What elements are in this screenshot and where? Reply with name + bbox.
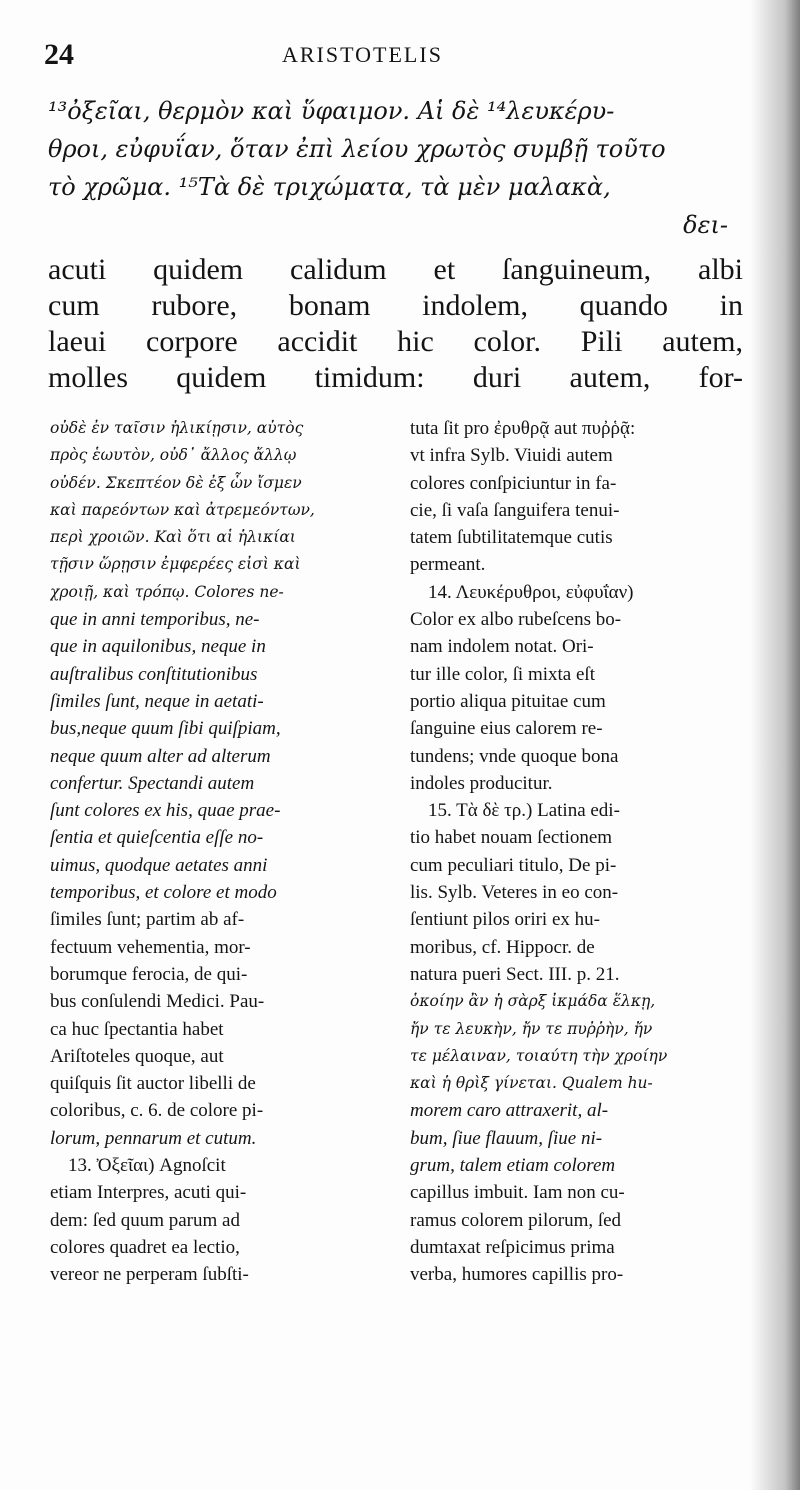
commentary-line: οὐδὲ ἐν ταῖσιν ἡλικίῃσιν, αὐτὸς <box>50 419 304 437</box>
commentary-right-column <box>410 415 740 1289</box>
page-edge-shadow <box>750 0 800 1490</box>
commentary-line: dumtaxat reſpicimus prima <box>410 1236 615 1258</box>
commentary-line: bus,neque quum ſibi quiſpiam, <box>50 718 281 740</box>
commentary-line: καὶ παρεόντων καὶ ἀτρεμεόντων, <box>50 500 315 519</box>
commentary-line: natura pueri Sect. III. p. 21. <box>410 963 620 985</box>
commentary-line: bum, ſiue flauum, ſiue ni- <box>410 1127 603 1149</box>
greek-main-line: θροι, εὐφυΐαν, ὅταν ἐπὶ λείου χρωτὸς συμβῇ τοῦτο <box>48 135 666 163</box>
commentary-line: 15. Τὰ δὲ τρ.) Latina edi- <box>428 800 620 822</box>
page-header <box>44 38 744 78</box>
latin-line: cum rubore, bonam indolem, quando in <box>48 289 743 322</box>
commentary-line: temporibus, et colore et modo <box>50 882 277 904</box>
commentary-line: ἤν τε λευκὴν, ἤν τε πυῤῥὴν, ἤν <box>410 1019 653 1038</box>
commentary-line: ſimiles ſunt; partim ab af- <box>50 909 245 931</box>
commentary-line: cie, ſi vaſa ſanguifera tenui- <box>410 499 620 521</box>
commentary-left-column <box>50 415 390 1289</box>
commentary-line: moribus, cf. Hippocr. de <box>410 936 595 958</box>
commentary-line: tundens; vnde quoque bona <box>410 745 619 767</box>
commentary-line: cum peculiari titulo, De pi- <box>410 854 617 876</box>
commentary-line: borumque ferocia, de qui- <box>50 963 248 985</box>
commentary-line: portio aliqua pituitae cum <box>410 690 606 712</box>
commentary-line: ſanguine eius calorem re- <box>410 718 603 740</box>
commentary-line: ſunt colores ex his, quae prae- <box>50 800 281 822</box>
running-title: ARISTOTELIS <box>282 42 443 67</box>
commentary-line: lis. Sylb. Veteres in eo con- <box>410 882 619 904</box>
greek-main-text <box>48 92 748 244</box>
latin-line: laeui corpore accidit hic color. Pili autem, <box>48 325 743 358</box>
latin-translation <box>48 252 743 396</box>
greek-main-line: τὸ χρῶμα. ¹⁵Τὰ δὲ τριχώματα, τὰ μὲν μαλακὰ, <box>48 173 611 201</box>
latin-line: acuti quidem calidum et ſanguineum, albi <box>48 253 743 286</box>
commentary-line: que in anni temporibus, ne- <box>50 609 260 631</box>
commentary-line: auſtralibus conſtitutionibus <box>50 663 258 685</box>
commentary-line: τῇσιν ὥρῃσιν ἐμφερέες εἰσὶ καὶ <box>50 555 301 574</box>
latin-line: molles quidem timidum: duri autem, for- <box>48 361 743 394</box>
commentary-line: uimus, quodque aetates anni <box>50 854 268 876</box>
commentary-line: tatem ſubtilitatemque cutis <box>410 527 613 549</box>
commentary-line: ſimiles ſunt, neque in aetati- <box>50 690 264 712</box>
commentary-line: tio habet nouam ſectionem <box>410 827 613 849</box>
commentary-line: ca huc ſpectantia habet <box>50 1018 224 1040</box>
commentary-line: tur ille color, ſi mixta eſt <box>410 663 595 685</box>
commentary-line: Ariſtoteles quoque, aut <box>50 1045 224 1067</box>
commentary-line: περὶ χροιῶν. Καὶ ὅτι αἱ ἡλικίαι <box>50 528 296 547</box>
commentary-line: bus conſulendi Medici. Pau- <box>50 991 265 1013</box>
commentary-line: τε μέλαιναν, τοιαύτη τὴν χροίην <box>410 1046 668 1065</box>
commentary-line: morem caro attraxerit, al- <box>410 1100 609 1122</box>
commentary-line: dem: ſed quum parum ad <box>50 1209 240 1231</box>
commentary-line: fectuum vehementia, mor- <box>50 936 251 958</box>
commentary-line: nam indolem notat. Ori- <box>410 636 594 658</box>
commentary-line: colores quadret ea lectio, <box>50 1236 240 1258</box>
commentary-line: καὶ ἡ θρὶξ γίνεται. Qualem hu- <box>410 1074 653 1093</box>
greek-main-line: ¹³ὀξεῖαι, θερμὸν καὶ ὕφαιμον. Αἱ δὲ ¹⁴λευκέρυ- <box>48 97 615 125</box>
commentary-line: tuta ſit pro ἐρυθρᾷ aut πυῤῥᾷ: <box>410 418 636 439</box>
commentary-line: 14. Λευκέρυθροι, εὐφυΐαν) <box>428 581 634 603</box>
commentary-line: confertur. Spectandi autem <box>50 772 255 794</box>
commentary-line: que in aquilonibus, neque in <box>50 636 266 658</box>
commentary-line: verba, humores capillis pro- <box>410 1264 624 1286</box>
page-number: 24 <box>44 38 74 71</box>
commentary-line: ὁκοίην ἂν ἡ σὰρξ ἰκμάδα ἕλκῃ, <box>410 992 656 1011</box>
commentary-line: ramus colorem pilorum, ſed <box>410 1209 622 1231</box>
commentary-line: etiam Interpres, acuti qui- <box>50 1182 247 1204</box>
greek-main-line: δει- <box>683 211 728 239</box>
commentary-line: 13. Ὀξεῖαι) Agnoſcit <box>68 1155 226 1177</box>
commentary-line: permeant. <box>410 554 486 576</box>
commentary-line: neque quum alter ad alterum <box>50 745 271 767</box>
commentary-line: colores conſpiciuntur in fa- <box>410 472 617 494</box>
commentary-line: ſentia et quieſcentia eſſe no- <box>50 827 264 849</box>
commentary-line: χροιῇ, καὶ τρόπῳ. Colores ne- <box>50 582 284 601</box>
commentary-line: οὐδέν. Σκεπτέον δὲ ἐξ ὧν ἴσμεν <box>50 473 302 492</box>
commentary-line: indoles producitur. <box>410 772 553 794</box>
commentary-line: πρὸς ἑωυτὸν, οὐδ᾽ ἄλλος ἄλλῳ <box>50 446 297 465</box>
commentary-line: capillus imbuit. Iam non cu- <box>410 1182 625 1204</box>
commentary-line: vt infra Sylb. Viuidi autem <box>410 445 613 467</box>
commentary-line: Color ex albo rubeſcens bo- <box>410 609 622 631</box>
commentary-line: lorum, pennarum et cutum. <box>50 1127 257 1149</box>
commentary-line: quiſquis ſit auctor libelli de <box>50 1073 256 1095</box>
commentary-line: ſentiunt pilos oriri ex hu- <box>410 909 600 931</box>
commentary-line: coloribus, c. 6. de colore pi- <box>50 1100 264 1122</box>
commentary-line: vereor ne perperam ſubſti- <box>50 1264 249 1286</box>
commentary-line: grum, talem etiam colorem <box>410 1155 616 1177</box>
